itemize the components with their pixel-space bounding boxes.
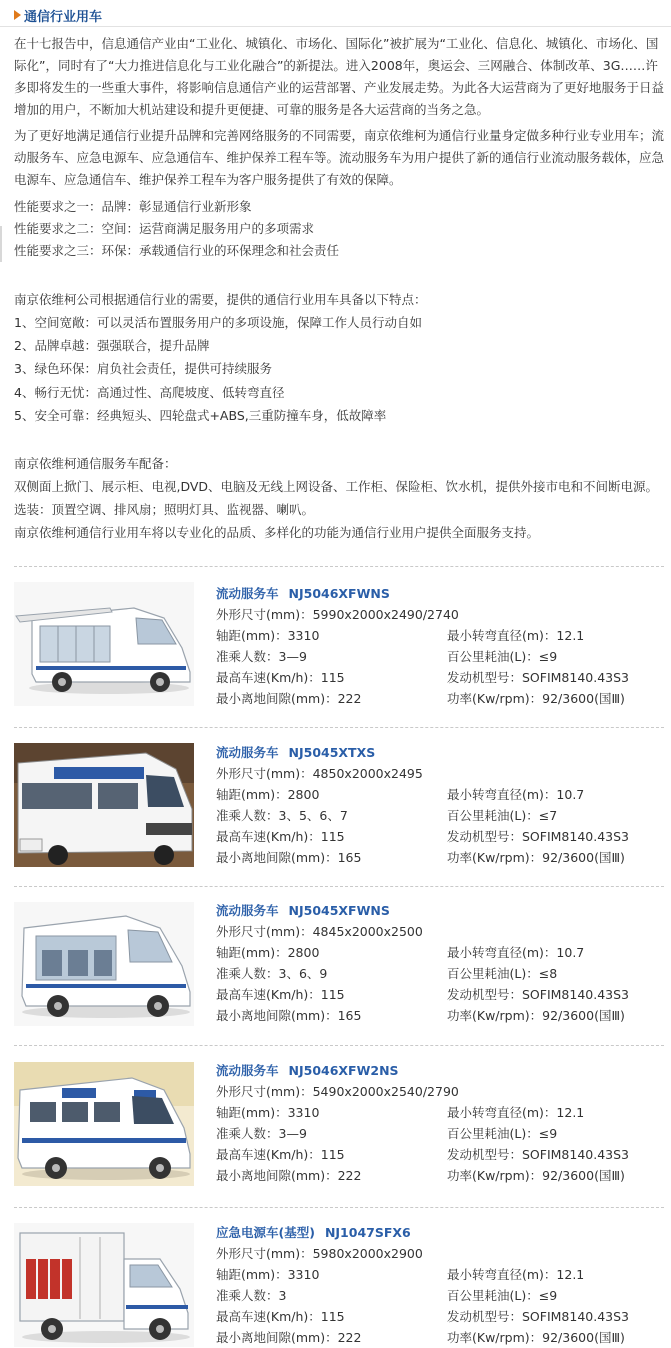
- vehicle-image: [14, 902, 194, 1026]
- feature-item: 1、空间宽敞：可以灵活布置服务用户的多项设施，保障工作人员行动自如: [14, 315, 422, 330]
- spec-power: 功率(Kw/rpm)：92/3600(国Ⅲ): [447, 1330, 625, 1345]
- spec-fuel: 百公里耗油(L)：≤9: [447, 1288, 558, 1303]
- vehicle-name[interactable]: 应急电源车(基型): [216, 1225, 315, 1240]
- dashed-divider: [14, 727, 664, 728]
- spec-wheelbase: 轴距(mm)：3310: [216, 1267, 320, 1282]
- spec-dimensions: 外形尺寸(mm)：5490x2000x2540/2790: [216, 1084, 459, 1099]
- section-title: 通信行业用车: [24, 9, 103, 25]
- spec-wheelbase: 轴距(mm)：2800: [216, 945, 320, 960]
- spec-max-speed: 最高车速(Km/h)：115: [216, 670, 345, 685]
- spec-max-speed: 最高车速(Km/h)：115: [216, 829, 345, 844]
- section-header: [14, 6, 102, 24]
- divider: [0, 26, 671, 27]
- spec-engine: 发动机型号：SOFIM8140.43S3: [447, 670, 630, 685]
- vehicle-spec: [216, 1060, 666, 1186]
- equipment-line-3: 南京依维柯通信行业用车将以专业化的品质、多样化的功能为通信行业用户提供全面服务支持。: [14, 525, 540, 540]
- spec-ground-clearance: 最小离地间隙(mm)：222: [216, 691, 362, 706]
- spec-wheelbase: 轴距(mm)：3310: [216, 1105, 320, 1120]
- requirement-1: 性能要求之一：品牌：彰显通信行业新形象: [14, 199, 252, 214]
- spec-engine: 发动机型号：SOFIM8140.43S3: [447, 829, 630, 844]
- vehicle-title[interactable]: [216, 900, 666, 921]
- vehicle-model[interactable]: NJ5046XFW2NS: [288, 1063, 399, 1078]
- spec-fuel: 百公里耗油(L)：≤9: [447, 649, 558, 664]
- spec-dimensions: 外形尺寸(mm)：5990x2000x2490/2740: [216, 607, 459, 622]
- features-lead: 南京依维柯公司根据通信行业的需要，提供的通信行业用车具备以下特点：: [14, 292, 427, 307]
- spec-max-speed: 最高车速(Km/h)：115: [216, 987, 345, 1002]
- vehicle-image: [14, 1062, 194, 1186]
- requirement-3: 性能要求之三：环保：承载通信行业的环保理念和社会责任: [14, 243, 340, 258]
- spec-power: 功率(Kw/rpm)：92/3600(国Ⅲ): [447, 691, 625, 706]
- vehicle-image: [14, 582, 194, 706]
- spec-dimensions: 外形尺寸(mm)：4845x2000x2500: [216, 924, 423, 939]
- vehicle-name[interactable]: 流动服务车: [216, 1063, 279, 1078]
- intro-paragraph-1: 在十七报告中，信息通信产业由“工业化、城镇化、市场化、国际化”被扩展为“工业化、信息化、城镇化、市场化、国际化”，同时有了“大力推进信息化与工业化融合”的新提法。进入2008年，奥运会、三网融合、体制改革、3G……许多即将发生的一些重大事件，将影响信息通信产业的运营部署、产业发展走势。为此各大运营商为了更好地服务于日益增加的用户，不断加大机站建设和提升更便捷、可靠的服务是各大运营商的当务之急。: [14, 36, 665, 117]
- spec-turning-diameter: 最小转弯直径(m)：12.1: [447, 1267, 585, 1282]
- dashed-divider: [14, 1207, 664, 1208]
- vehicle-spec: [216, 583, 666, 709]
- spec-seats: 准乘人数：3: [216, 1288, 287, 1303]
- vehicle-model[interactable]: NJ5045XFWNS: [288, 903, 390, 918]
- spec-seats: 准乘人数：3、5、6、7: [216, 808, 348, 823]
- equipment-lead: 南京依维柯通信服务车配备：: [14, 456, 177, 471]
- vehicle-spec: [216, 900, 666, 1026]
- spec-engine: 发动机型号：SOFIM8140.43S3: [447, 1147, 630, 1162]
- vehicle-title[interactable]: [216, 1060, 666, 1081]
- requirement-2: 性能要求之二：空间：运营商满足服务用户的多项需求: [14, 221, 315, 236]
- spec-ground-clearance: 最小离地间隙(mm)：222: [216, 1330, 362, 1345]
- spec-turning-diameter: 最小转弯直径(m)：12.1: [447, 1105, 585, 1120]
- spec-fuel: 百公里耗油(L)：≤9: [447, 1126, 558, 1141]
- spec-power: 功率(Kw/rpm)：92/3600(国Ⅲ): [447, 1168, 625, 1183]
- spec-turning-diameter: 最小转弯直径(m)：10.7: [447, 787, 585, 802]
- spec-engine: 发动机型号：SOFIM8140.43S3: [447, 1309, 630, 1324]
- feature-item: 2、品牌卓越：强强联合，提升品牌: [14, 338, 210, 353]
- intro-paragraph-2: 为了更好地满足通信行业提升品牌和完善网络服务的不同需要，南京依维柯为通信行业量身定做多种行业专业用车；流动服务车、应急电源车、应急通信车、维护保养工程车等。流动服务车为用户提供了新的通信行业流动服务载体，应急电源车、应急通信车、维护保养工程车为客户服务提供了有效的保障。: [14, 128, 665, 187]
- equipment-line-1: 双侧面上掀门、展示柜、电视,DVD、电脑及无线上网设备、工作柜、保险柜、饮水机，提供外接市电和不间断电源。: [14, 479, 659, 494]
- equipment-line-2: 选装：顶置空调、排风扇；照明灯具、监视器、喇叭。: [14, 502, 315, 517]
- spec-ground-clearance: 最小离地间隙(mm)：165: [216, 1008, 362, 1023]
- vehicle-title[interactable]: [216, 1222, 666, 1243]
- spec-fuel: 百公里耗油(L)：≤8: [447, 966, 558, 981]
- feature-item: 3、绿色环保：肩负社会责任，提供可持续服务: [14, 361, 272, 376]
- spec-fuel: 百公里耗油(L)：≤7: [447, 808, 558, 823]
- spec-dimensions: 外形尺寸(mm)：4850x2000x2495: [216, 766, 423, 781]
- spec-dimensions: 外形尺寸(mm)：5980x2000x2900: [216, 1246, 423, 1261]
- spec-ground-clearance: 最小离地间隙(mm)：222: [216, 1168, 362, 1183]
- vehicle-name[interactable]: 流动服务车: [216, 903, 279, 918]
- dashed-divider: [14, 566, 664, 567]
- spec-turning-diameter: 最小转弯直径(m)：12.1: [447, 628, 585, 643]
- vehicle-name[interactable]: 流动服务车: [216, 586, 279, 601]
- spec-power: 功率(Kw/rpm)：92/3600(国Ⅲ): [447, 850, 625, 865]
- vehicle-title[interactable]: [216, 742, 666, 763]
- vehicle-name[interactable]: 流动服务车: [216, 745, 279, 760]
- vehicle-image: [14, 743, 194, 867]
- spec-turning-diameter: 最小转弯直径(m)：10.7: [447, 945, 585, 960]
- vehicle-model[interactable]: NJ5045XTXS: [288, 745, 376, 760]
- left-accent-bar: [0, 226, 2, 262]
- spec-engine: 发动机型号：SOFIM8140.43S3: [447, 987, 630, 1002]
- spec-seats: 准乘人数：3—9: [216, 649, 307, 664]
- vehicle-spec: [216, 1222, 666, 1348]
- spec-seats: 准乘人数：3—9: [216, 1126, 307, 1141]
- vehicle-title[interactable]: [216, 583, 666, 604]
- feature-item: 5、安全可靠：经典短头、四轮盘式+ABS,三重防撞车身，低故障率: [14, 408, 387, 423]
- vehicle-spec: [216, 742, 666, 868]
- vehicle-image: [14, 1223, 194, 1347]
- spec-max-speed: 最高车速(Km/h)：115: [216, 1147, 345, 1162]
- arrow-right-icon: [14, 10, 21, 20]
- dashed-divider: [14, 886, 664, 887]
- spec-ground-clearance: 最小离地间隙(mm)：165: [216, 850, 362, 865]
- vehicle-model[interactable]: NJ1047SFX6: [324, 1225, 411, 1240]
- spec-max-speed: 最高车速(Km/h)：115: [216, 1309, 345, 1324]
- dashed-divider: [14, 1045, 664, 1046]
- spec-wheelbase: 轴距(mm)：2800: [216, 787, 320, 802]
- spec-wheelbase: 轴距(mm)：3310: [216, 628, 320, 643]
- spec-power: 功率(Kw/rpm)：92/3600(国Ⅲ): [447, 1008, 625, 1023]
- feature-item: 4、畅行无忧：高通过性、高爬坡度、低转弯直径: [14, 385, 285, 400]
- spec-seats: 准乘人数：3、6、9: [216, 966, 328, 981]
- vehicle-model[interactable]: NJ5046XFWNS: [288, 586, 390, 601]
